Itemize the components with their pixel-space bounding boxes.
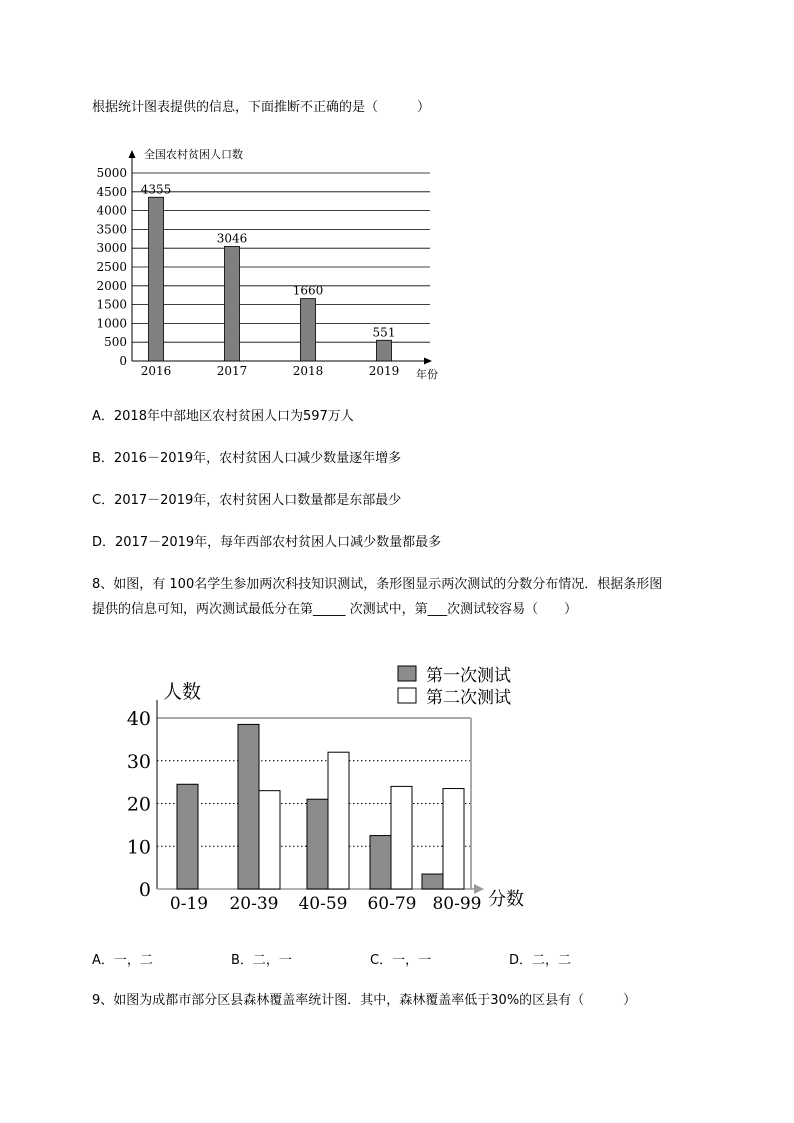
score-distribution-chart xyxy=(126,660,530,920)
chart2-ytick-label: 0 xyxy=(138,879,151,901)
chart1-bar xyxy=(377,340,392,361)
poverty-bar-chart xyxy=(90,140,450,380)
question-9-stem: 9、如图为成都市部分区县森林覆盖率统计图．其中，森林覆盖率低于30%的区县有（ ） xyxy=(92,993,637,1008)
chart2-bar-second-test xyxy=(443,789,464,889)
q7-option-b: B．2016－2019年，农村贫困人口减少数量逐年增多 xyxy=(92,451,402,466)
chart2-bar-second-test xyxy=(328,752,349,889)
chart2-bar-first-test xyxy=(422,874,443,889)
q8-option-b: B．二，一 xyxy=(231,953,292,968)
q8-option-a: A．一，二 xyxy=(92,953,153,968)
chart1-xlabel: 年份 xyxy=(416,368,438,381)
chart2-xtick-label: 80-99 xyxy=(432,894,482,914)
chart2-xlabel: 分数 xyxy=(488,889,524,910)
chart1-xtick-label: 2018 xyxy=(292,364,324,378)
q7-option-d: D．2017－2019年，每年西部农村贫困人口减少数量都最多 xyxy=(92,535,442,550)
legend-swatch-first-test xyxy=(398,666,416,681)
legend-label-first-test: 第一次测试 xyxy=(426,666,511,686)
chart2-legend xyxy=(398,666,511,708)
chart2-bars xyxy=(177,724,464,889)
chart1-data-labels xyxy=(141,182,396,339)
chart2-xtick-label: 40-59 xyxy=(298,894,348,914)
chart2-xtick-label: 20-39 xyxy=(229,894,279,914)
q7-option-a: A．2018年中部地区农村贫困人口为597万人 xyxy=(92,409,354,424)
chart1-data-label: 3046 xyxy=(216,231,248,246)
chart2-bar-first-test xyxy=(307,799,328,889)
legend-swatch-second-test xyxy=(398,688,416,703)
chart1-ylabel: 全国农村贫困人口数 xyxy=(144,148,243,161)
q7-option-c: C．2017－2019年，农村贫困人口数量都是东部最少 xyxy=(92,493,402,508)
chart1-ytick-label: 4500 xyxy=(96,184,127,199)
chart1-data-label: 4355 xyxy=(140,182,172,197)
chart2-ytick-label: 10 xyxy=(126,836,151,859)
chart1-ytick-labels xyxy=(96,166,127,368)
q8-option-d: D．二，二 xyxy=(509,953,572,968)
chart2-ylabel: 人数 xyxy=(163,681,202,703)
chart1-ytick-label: 3500 xyxy=(96,222,127,237)
chart1-xtick-label: 2016 xyxy=(140,364,172,378)
chart1-data-label: 1660 xyxy=(292,283,324,298)
chart2-bar-first-test xyxy=(370,836,391,889)
chart2-bar-first-test xyxy=(177,784,198,889)
chart1-ytick-label: 3000 xyxy=(96,241,127,256)
chart1-xtick-label: 2017 xyxy=(216,364,248,378)
chart2-xtick-label: 60-79 xyxy=(367,894,417,914)
question-7-stem: 根据统计图表提供的信息，下面推断不正确的是（ ） xyxy=(92,100,431,115)
question-8-stem-line2: 提供的信息可知，两次测试最低分在第_____ 次测试中，第___次测试较容易（ ） xyxy=(92,602,578,617)
chart1-ytick-label: 0 xyxy=(119,354,127,368)
question-8-stem-line1: 8、如图，有 100名学生参加两次科技知识测试，条形图显示两次测试的分数分布情况．根据条形图 xyxy=(92,577,663,592)
chart2-ytick-labels xyxy=(127,708,151,901)
chart1-xtick-labels xyxy=(141,364,400,378)
chart1-ytick-label: 1000 xyxy=(96,316,127,331)
chart2-bar-first-test xyxy=(238,724,259,889)
chart1-ytick-label: 500 xyxy=(104,335,127,350)
chart1-ytick-label: 1500 xyxy=(96,297,127,312)
chart1-gridlines xyxy=(132,173,430,342)
chart2-xtick-labels xyxy=(170,894,482,914)
chart2-ytick-label: 40 xyxy=(126,708,151,730)
chart2-bar-second-test xyxy=(391,786,412,889)
chart1-bar xyxy=(149,197,164,361)
chart1-xtick-label: 2019 xyxy=(368,364,400,378)
chart2-bar-second-test xyxy=(259,791,280,889)
chart1-bars xyxy=(149,197,392,361)
chart1-data-label: 551 xyxy=(372,325,396,340)
chart1-ytick-label: 2500 xyxy=(96,260,127,274)
chart1-bar xyxy=(225,246,240,361)
chart2-xtick-label: 0-19 xyxy=(169,894,209,914)
chart1-ytick-label: 2000 xyxy=(96,278,127,293)
q8-option-c: C．一，一 xyxy=(370,953,432,968)
chart2-ytick-label: 30 xyxy=(126,750,151,773)
chart1-ytick-label: 4000 xyxy=(96,203,127,218)
chart1-bar xyxy=(301,299,316,361)
chart2-ytick-label: 20 xyxy=(126,793,151,816)
legend-label-second-test: 第二次测试 xyxy=(426,688,511,708)
chart1-ytick-label: 5000 xyxy=(96,166,127,180)
